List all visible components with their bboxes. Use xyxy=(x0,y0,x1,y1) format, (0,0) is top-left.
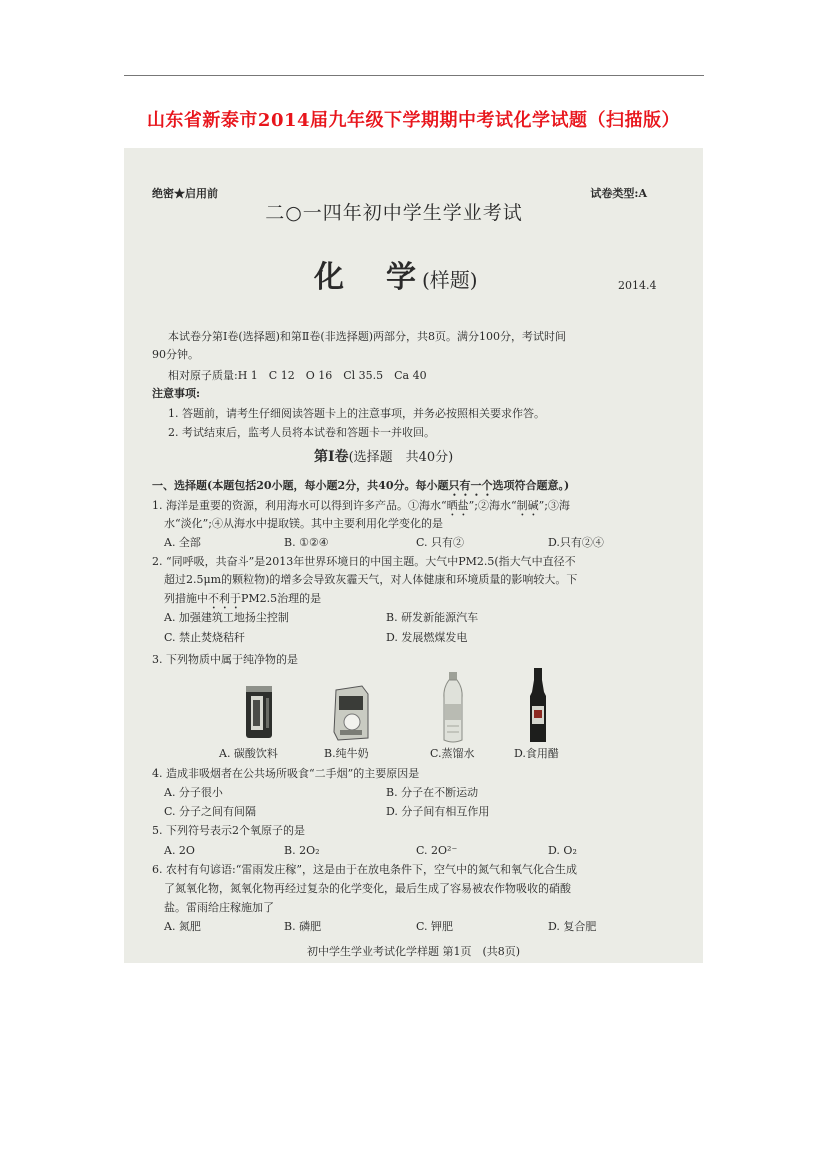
q3-option-c: C.蒸馏水 xyxy=(430,747,475,760)
confidential-label: 绝密★启用前 xyxy=(152,187,218,200)
instruction-text-end: 选项符合题意。) xyxy=(492,479,570,492)
q6-option-d: D. 复合肥 xyxy=(548,920,597,933)
q4-option-b: B. 分子在不断运动 xyxy=(386,786,479,799)
q6-option-a: A. 氮肥 xyxy=(164,920,201,933)
atomic-masses: 相对原子质量:H 1 C 12 O 16 Cl 35.5 Ca 40 xyxy=(168,369,427,382)
q2-option-d: D. 发展燃煤发电 xyxy=(386,631,468,644)
q1-option-a: A. 全部 xyxy=(164,536,201,549)
section-title: 第Ⅰ卷 xyxy=(314,449,349,465)
q3-line-1: 3. 下列物质中属于纯净物的是 xyxy=(152,653,298,666)
page-footer: 初中学生学业考试化学样题 第1页 (共8页) xyxy=(306,945,521,958)
instruction-emphasis: 只有一个 xyxy=(448,479,493,492)
exam-date: 2014.4 xyxy=(618,279,657,292)
q4-line-1: 4. 造成非吸烟者在公共场所吸食“二手烟”的主要原因是 xyxy=(152,767,420,780)
q3-option-a: A. 碳酸饮料 xyxy=(219,747,278,760)
q2-option-c: C. 禁止焚烧秸秆 xyxy=(164,631,246,644)
q2-line-3: 列措施中不利于PM2.5治理的是 xyxy=(164,592,322,605)
notes-title: 注意事项: xyxy=(152,387,201,400)
subject-subtitle: (样题) xyxy=(422,268,478,292)
document-title: 山东省新泰市2014届九年级下学期期中考试化学试题（扫描版） xyxy=(146,110,681,131)
q5-option-b: B. 2O₂ xyxy=(284,844,320,857)
water-bottle-image xyxy=(438,670,468,746)
q3-option-b: B.纯牛奶 xyxy=(324,747,369,760)
soda-can-image xyxy=(242,682,276,742)
q5-option-a: A. 2O xyxy=(164,844,195,857)
q5-line-1: 5. 下列符号表示2个氧原子的是 xyxy=(152,824,305,837)
q6-option-b: B. 磷肥 xyxy=(284,920,322,933)
q2-line-2: 超过2.5μm的颗粒物)的增多会导致灰霾天气，对人体健康和环境质量的影响较大。下 xyxy=(164,573,578,586)
intro-line-1: 本试卷分第Ⅰ卷(选择题)和第Ⅱ卷(非选择题)两部分，共8页。满分100分，考试时间 xyxy=(168,330,566,343)
q4-option-d: D. 分子间有相互作用 xyxy=(386,805,490,818)
top-divider xyxy=(124,75,704,76)
scanned-exam-page xyxy=(124,148,703,963)
paper-type-label: 试卷类型:A xyxy=(590,187,647,200)
section-subtitle: (选择题 共40分) xyxy=(348,450,454,465)
q5-option-d: D. O₂ xyxy=(548,844,577,857)
q4-option-a: A. 分子很小 xyxy=(164,786,223,799)
subject-heading xyxy=(314,260,478,302)
q6-line-1: 6. 农村有句谚语:“雷雨发庄稼”，这是由于在放电条件下，空气中的氮气和氧气化合生成 xyxy=(152,863,577,876)
exam-name: 二○一四年初中学生学业考试 xyxy=(265,202,523,224)
milk-carton-image xyxy=(328,684,374,742)
q3-option-d: D.食用醋 xyxy=(514,747,559,760)
vinegar-bottle-image xyxy=(524,666,552,746)
note-2: 2. 考试结束后，监考人员将本试卷和答题卡一并收回。 xyxy=(168,426,435,439)
q6-line-2: 了氮氧化物，氮氧化物再经过复杂的化学变化，最后生成了容易被农作物吸收的硝酸 xyxy=(164,882,571,895)
section-heading xyxy=(314,450,453,465)
note-1: 1. 答题前，请考生仔细阅读答题卡上的注意事项，并务必按照相关要求作答。 xyxy=(168,407,545,420)
q6-line-3: 盐。雷雨给庄稼施加了 xyxy=(164,901,274,914)
q4-option-c: C. 分子之间有间隔 xyxy=(164,805,257,818)
choice-instruction xyxy=(152,478,569,499)
intro-line-2: 90分钟。 xyxy=(152,348,199,361)
q1-option-d: D.只有②④ xyxy=(548,536,604,549)
q1-option-c: C. 只有② xyxy=(416,536,465,549)
q2-line-1: 2. “同呼吸，共奋斗”是2013年世界环境日的中国主题。大气中PM2.5(指大气中直径不 xyxy=(152,555,576,568)
q2-option-b: B. 研发新能源汽车 xyxy=(386,611,479,624)
q6-option-c: C. 钾肥 xyxy=(416,920,454,933)
q5-option-c: C. 2O²⁻ xyxy=(416,844,458,857)
instruction-text: 一、选择题(本题包括20小题，每小题2分，共40分。每小题 xyxy=(152,479,449,492)
q1-option-b: B. ①②④ xyxy=(284,536,329,549)
subject-title: 化 学 xyxy=(314,260,422,295)
q1-line-2: 水“淡化”;④从海水中提取镁。其中主要利用化学变化的是 xyxy=(164,517,443,530)
q2-option-a: A. 加强建筑工地扬尘控制 xyxy=(164,611,289,624)
q1-line-1: 1. 海洋是重要的资源，利用海水可以得到许多产品。①海水“晒盐”;②海水“制碱”;③海 xyxy=(152,499,570,512)
